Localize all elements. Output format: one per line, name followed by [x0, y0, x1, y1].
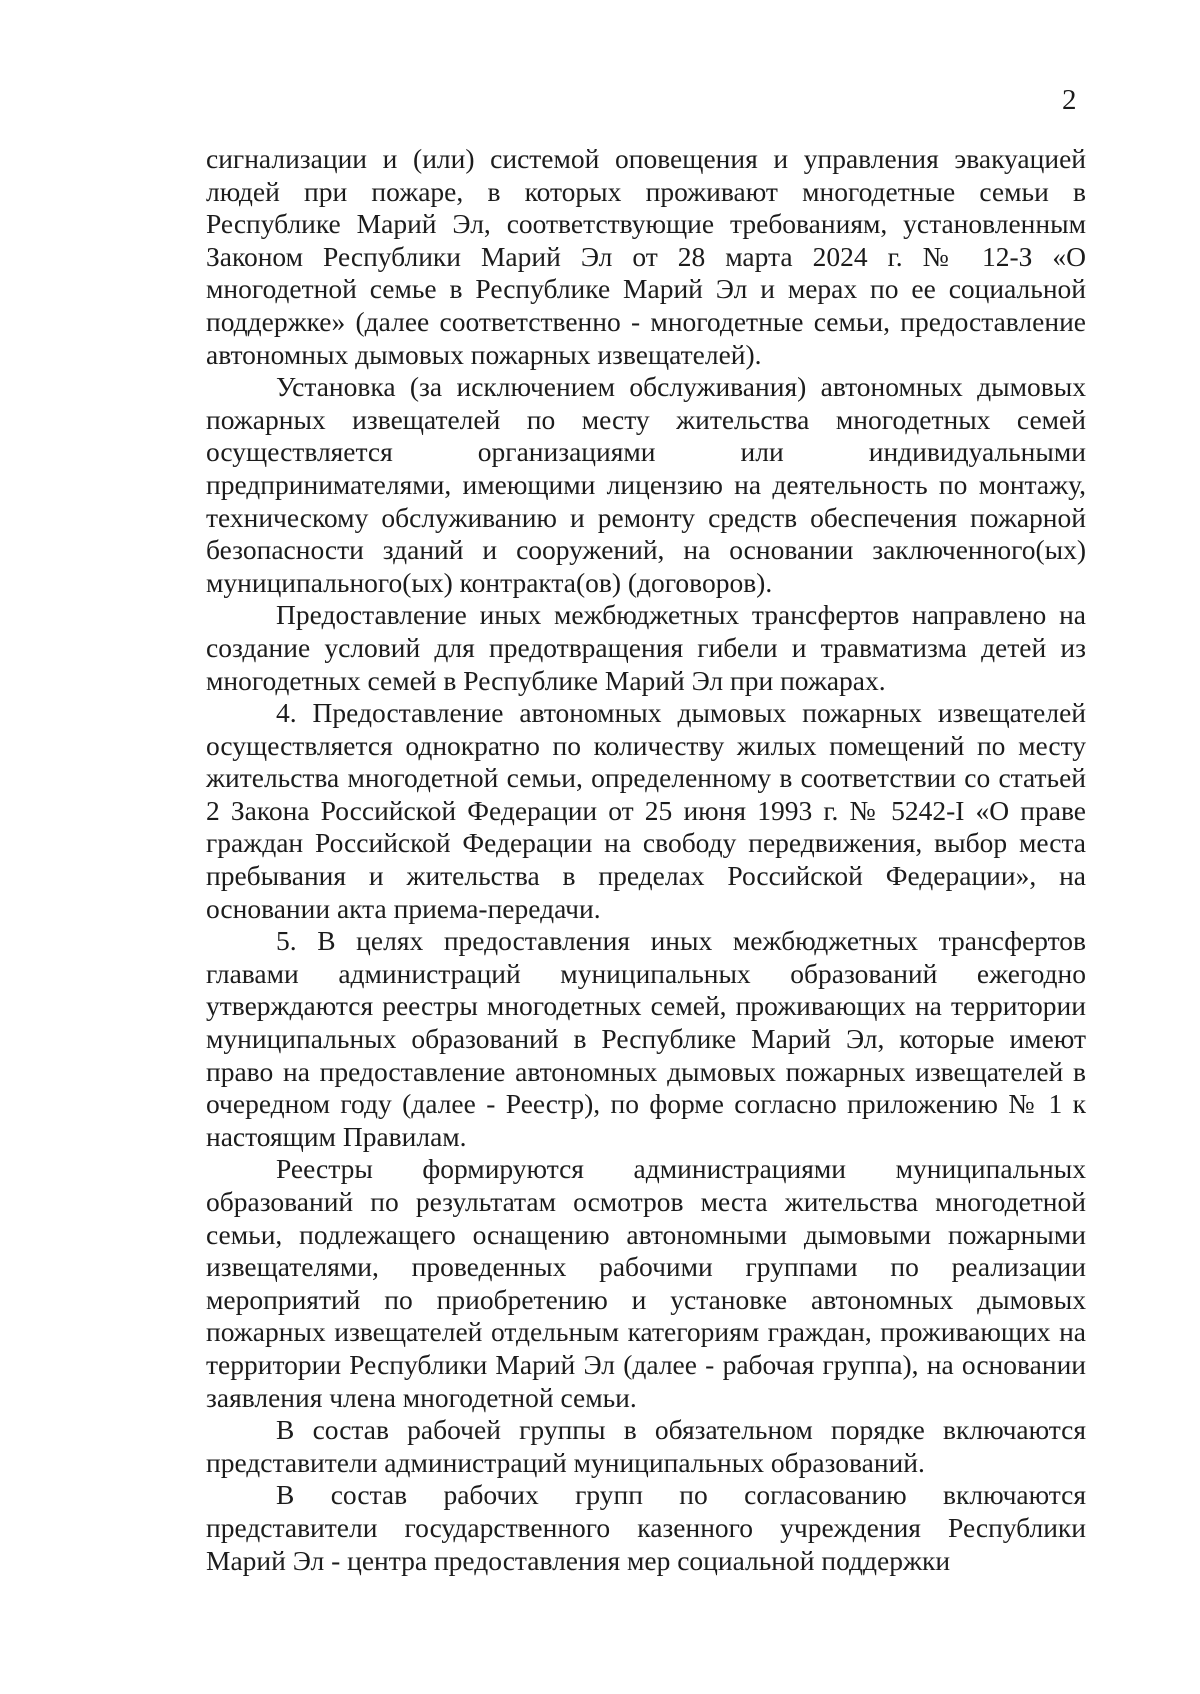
paragraph-7: В состав рабочей группы в обязательном порядке включаются представители администраций муниципальных образований. [206, 1414, 1086, 1478]
document-body [206, 143, 1086, 1577]
paragraph-2: Установка (за исключением обслуживания) автономных дымовых пожарных извещателей по месту жительства многодетных семей осуществляется организациями или индивидуальными предпринимателями, имеющими лицензию на деятельность по монтажу, техническому обслуживанию и ремонту средств обеспечения пожарной безопасности зданий и сооружений, на основании заключенного(ых) муниципального(ых) контракта(ов) (договоров). [206, 371, 1086, 598]
page-number: 2 [1062, 84, 1077, 116]
paragraph-5: 5. В целях предоставления иных межбюджетных трансфертов главами администраций муниципальных образований ежегодно утверждаются реестры многодетных семей, проживающих на территории муниципальных образований в Республике Марий Эл, которые имеют право на предоставление автономных дымовых пожарных извещателей в очередном году (далее - Реестр), по форме согласно приложению № 1 к настоящим Правилам. [206, 925, 1086, 1152]
paragraph-8: В состав рабочих групп по согласованию включаются представители государственного казенного учреждения Республики Марий Эл - центра предоставления мер социальной поддержки [206, 1479, 1086, 1576]
paragraph-4: 4. Предоставление автономных дымовых пожарных извещателей осуществляется однократно по количеству жилых помещений по месту жительства многодетной семьи, определенному в соответствии со статьей 2 Закона Российской Федерации от 25 июня 1993 г. № 5242-I «О праве граждан Российской Федерации на свободу передвижения, выбор места пребывания и жительства в пределах Российской Федерации», на основании акта приема-передачи. [206, 697, 1086, 924]
paragraph-6: Реестры формируются администрациями муниципальных образований по результатам осмотров места жительства многодетной семьи, подлежащего оснащению автономными дымовыми пожарными извещателями, проведенных рабочими группами по реализации мероприятий по приобретению и установке автономных дымовых пожарных извещателей отдельным категориям граждан, проживающих на территории Республики Марий Эл (далее - рабочая группа), на основании заявления члена многодетной семьи. [206, 1153, 1086, 1413]
paragraph-1: сигнализации и (или) системой оповещения и управления эвакуацией людей при пожаре, в которых проживают многодетные семьи в Республике Марий Эл, соответствующие требованиям, установленным Законом Республики Марий Эл от 28 марта 2024 г. № 12-З «О многодетной семье в Республике Марий Эл и мерах по ее социальной поддержке» (далее соответственно - многодетные семьи, предоставление автономных дымовых пожарных извещателей). [206, 143, 1086, 370]
paragraph-3: Предоставление иных межбюджетных трансфертов направлено на создание условий для предотвращения гибели и травматизма детей из многодетных семей в Республике Марий Эл при пожарах. [206, 599, 1086, 696]
